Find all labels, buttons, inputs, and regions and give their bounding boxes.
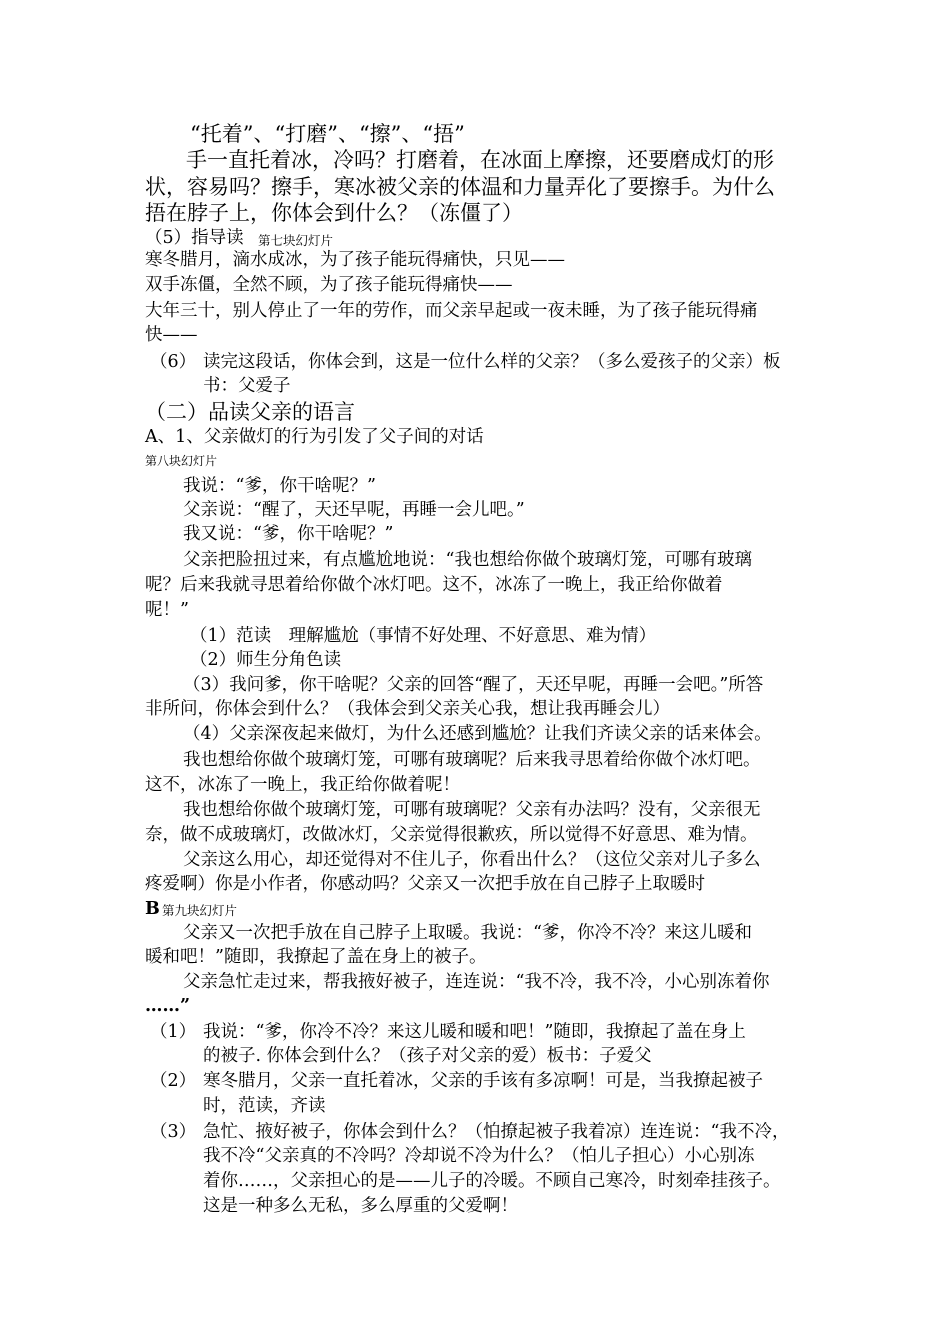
text-line: 寒冬腊月，父亲一直托着冰，父亲的手该有多凉啊！可是，当我撩起被子 [203,1071,763,1091]
text-line: 父亲说：“醒了，天还早呢，再睡一会儿吧。” [183,500,525,520]
text-line: 我又说：“爹，你干啥呢？” [183,524,394,544]
text-line: 书：父爱子 [203,376,291,396]
text-line: 我说：“爹，你冷不冷？来这儿暖和暖和吧！”随即，我撩起了盖在身上 [203,1022,746,1042]
list-number: （3） [150,1122,197,1142]
slide-label: 第八块幻灯片 [145,454,218,468]
section-heading: （5）指导读 [145,228,244,248]
text-line: 我也想给你做个玻璃灯笼，可哪有玻璃呢？后来我寻思着给你做个冰灯吧。 [183,750,761,770]
text-line: 这不，冰冻了一晚上，我正给你做着呢！ [145,775,460,795]
text-line: 状，容易吗？擦手，寒冰被父亲的体温和力量弄化了要擦手。为什么 [145,175,775,199]
section-heading: （二）品读父亲的语言 [145,400,355,424]
text-line: 着你……，父亲担心的是——儿子的冷暖。不顾自己寒冷，时刻牵挂孩子。 [203,1171,781,1191]
text-line: 的被子. 你体会到什么？（孩子对父亲的爱）板书：子爱父 [203,1046,652,1066]
text-line: 疼爱啊）你是小作者，你感动吗？父亲又一次把手放在自己脖子上取暖时 [145,874,705,894]
text-line: 父亲急忙走过来，帮我掖好被子，连连说：“我不冷，我不冷，小心别冻着你 [183,972,770,992]
subsection-marker: B [145,899,160,919]
text-line: 寒冬腊月，滴水成冰，为了孩子能玩得痛快，只见—— [145,250,565,270]
text-line: 这是一种多么无私，多么厚重的父爱啊！ [203,1196,518,1216]
text-line: 读完这段话，你体会到，这是一位什么样的父亲？（多么爱孩子的父亲）板 [203,352,781,372]
text-line: 大年三十，别人停止了一年的劳作，而父亲早起或一夜未睡，为了孩子能玩得痛 [145,301,758,321]
text-line: 捂在脖子上，你体会到什么？（冻僵了） [145,201,523,225]
text-line: 我不冷“父亲真的不冷吗？冷却说不冷为什么？（怕儿子担心）小心别冻 [203,1146,755,1166]
text-line: 奈，做不成玻璃灯，改做冰灯，父亲觉得很歉疚，所以觉得不好意思、难为情。 [145,825,758,845]
text-line: 时，范读，齐读 [203,1096,326,1116]
text-line: 我也想给你做个玻璃灯笼，可哪有玻璃呢？父亲有办法吗？没有，父亲很无 [183,800,761,820]
subsection-heading: A、1、父亲做灯的行为引发了父子间的对话 [145,427,484,447]
text-line: 父亲把脸扭过来，有点尴尬地说：“我也想给你做个玻璃灯笼，可哪有玻璃 [183,550,752,570]
text-line: 双手冻僵，全然不顾，为了孩子能玩得痛快—— [145,275,513,295]
text-line: 快—— [145,325,198,345]
text-line: （3）我问爹，你干啥呢？父亲的回答“醒了，天还早呢，再睡一会吧。”所答 [183,675,764,695]
text-line: 父亲这么用心，却还觉得对不住儿子，你看出什么？（这位父亲对儿子多么 [183,850,761,870]
text-line: 我说：“爹，你干啥呢？” [183,476,376,496]
text-line: （1）范读 理解尴尬（事情不好处理、不好意思、难为情） [190,626,657,646]
slide-label: 第九块幻灯片 [162,903,238,918]
text-line: “托着”、“打磨”、“擦”、“捂” [190,122,465,146]
text-line: 父亲又一次把手放在自己脖子上取暖。我说：“爹，你冷不冷？来这儿暖和 [183,923,752,943]
text-line: 呢！” [145,600,189,620]
text-line: 急忙、掖好被子，你体会到什么？（怕撩起被子我着凉）连连说：“我不冷， [203,1122,790,1142]
text-line: （4）父亲深夜起来做灯，为什么还感到尴尬？让我们齐读父亲的话来体会。 [183,724,772,744]
text-line: 手一直托着冰，冷吗？打磨着，在冰面上摩擦，还要磨成灯的形 [186,148,774,172]
list-number: （6） [150,352,197,372]
slide-label: 第七块幻灯片 [258,233,334,248]
text-line: ……” [145,996,191,1016]
text-line: 暖和吧！”随即，我撩起了盖在身上的被子。 [145,947,487,967]
text-line: 非所问，你体会到什么？（我体会到父亲关心我，想让我再睡会儿） [145,699,670,719]
text-line: 呢？后来我就寻思着给你做个冰灯吧。这不，冰冻了一晚上，我正给你做着 [145,575,723,595]
list-number: （2） [150,1071,197,1091]
text-line: （2）师生分角色读 [190,650,342,670]
list-number: （1） [150,1022,197,1042]
